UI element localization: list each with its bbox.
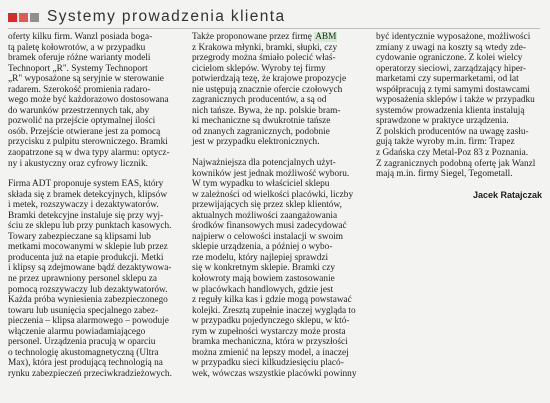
line: bramek oferuje różne warianty modeli (8, 53, 151, 64)
line: rym w zupełności wystarczy może prosta (192, 326, 346, 337)
brand-highlight: ABM (315, 32, 337, 42)
line: operatorzy sieciowi, zarządzający hiper- (376, 63, 527, 74)
line: gują także wyroby m.in. firm: Trapez (376, 137, 515, 148)
line: składa się z bramek detekcyjnych, klipsów (8, 189, 168, 200)
line: Z zagranicznych podobną ofertę jak Wanzl (376, 158, 536, 169)
line: włączenie alarmu powiadamiającego (8, 326, 146, 337)
line: środków finansowych musi zadecydować (192, 221, 347, 232)
line: Każda próba wyniesienia zabezpieczonego (8, 295, 168, 306)
line: osób. Przejście otwierane jest za pomocą (8, 126, 161, 137)
line: i klipsy są zdejmowane bądź dezaktywowa- (8, 263, 172, 274)
line: zagranicznych producentów, a są od (192, 95, 327, 106)
line: tą paletę kołowrotów, a w przypadku (8, 42, 146, 53)
line: Firma ADT proponuje system EAS, który (8, 179, 164, 190)
paragraph (192, 43, 362, 148)
line: kołowroty mają bowiem zastosowanie (192, 274, 335, 285)
paragraph (376, 127, 542, 180)
red-square-icon (8, 13, 17, 22)
line: zmiany z uwagi na koszty są wtedy zde- (376, 42, 526, 53)
line: się w konkretnym sklepie. Bramki czy (192, 263, 336, 274)
line: wyposażenia sklepów i także w przypadku (376, 95, 535, 106)
paragraph (8, 32, 182, 169)
line: współpracują z tymi samymi dostawcami (376, 84, 530, 95)
line: wek, wówczas wszystkie placówki powinny (192, 368, 357, 379)
column-2 (192, 32, 362, 380)
line: pieczenia – klipsa alarmowego – powoduje (8, 316, 169, 327)
line: marketami czy supermarketami, od lat (376, 74, 519, 85)
line: potwierdzają tezę, że krajowe propozycje (192, 74, 347, 85)
line: cicielom sklepów. Wyroby tej firmy (192, 63, 326, 74)
line: do warunków przestrzennych tak, aby (8, 105, 150, 116)
line: i metek, rozszywaczy i dezaktywatorów. (8, 200, 159, 211)
paragraph (376, 32, 542, 127)
line: personel. Urządzenia pracują w oparciu (8, 337, 156, 348)
line: Bramki detekcyjne instaluje się przy wyj- (8, 210, 164, 221)
line: przegrody można śmiało polecić właś- (192, 53, 336, 64)
line: kolejki. Zresztą zupełnie inaczej wygląda to (192, 305, 356, 316)
line: Technoport „R". Systemy Technoport (8, 63, 148, 74)
line: oferty kilku firm. Wanzl posiada boga- (8, 32, 153, 42)
line: pomocą rozszywaczy lub dezaktywatorów. (8, 284, 168, 295)
line: producenta już na etapie produkcji. Metki (8, 252, 164, 263)
line: zaopatrzone są w dwa typy alarmu: optycz- (8, 148, 170, 159)
line: radarem. Szerokość promienia radaro- (8, 84, 151, 95)
line: sprawdzone w praktyce urządzenia. (376, 116, 509, 127)
line: przewijających się przez sklep klientów, (192, 200, 342, 211)
line: kowników jest jednak możliwość wyboru. (192, 168, 350, 179)
article-title: Systemy prowadzenia klienta (47, 8, 286, 25)
author-signature: Jacek Ratajczak (472, 189, 542, 200)
column-3 (376, 32, 542, 200)
line: rze modelu, który najlepiej sprawdzi (192, 252, 329, 263)
line: systemów prowadzenia klienta instalują (376, 105, 525, 116)
line: najpierw o celowości instalacji w swoim (192, 231, 344, 242)
line: metkami mocowanymi w sklepie lub przez (8, 242, 168, 253)
line: z reguły kilka kas i gdzie mogą powstawać (192, 295, 352, 306)
line: aktualnych możliwości zaangażowania (192, 210, 338, 221)
line: sklepie urządzenia, a później o wybo- (192, 242, 333, 253)
gray-square-icon (30, 13, 39, 22)
line: w przypadku pojedynczego sklepu, w któ- (192, 316, 350, 327)
header-decoration (8, 13, 39, 22)
line: ki mechaniczne są dwukrotnie tańsze (192, 116, 331, 127)
line: „R" wyposażone są seryjnie w sterowanie (8, 74, 164, 85)
line: Towary zabezpieczane są klipsami lub (8, 231, 151, 242)
line: pozwolić na przejście optymalnej ilości (8, 116, 156, 127)
line: od znanych zagranicznych, podobnie (192, 126, 330, 137)
column-1 (8, 32, 182, 380)
line: ne przez uprawniony personel sklepu za (8, 274, 157, 285)
light-red-square-icon (19, 13, 28, 22)
line: z Gdańska czy Metal-Poz 83 z Poznania. (376, 148, 529, 159)
line: być identycznie wyposażone, możliwości (376, 32, 531, 42)
line: cydowanie ograniczone. Z kolei wielcy (376, 53, 523, 64)
line: w zależności od wielkości placówki, liczby (192, 189, 354, 200)
line: w placówkach handlowych, gdzie jest (192, 284, 334, 295)
line: ny i akustyczny oraz cyfrowy licznik. (8, 158, 148, 169)
line: bramka mechaniczna, która w przyszłości (192, 337, 348, 348)
article-header (8, 6, 286, 28)
line: Max), która jest prodującą technologią na (8, 358, 163, 369)
line: W tym wypadku to właściciel sklepu (192, 179, 330, 190)
line: Z polskich producentów na uwagę zasłu- (376, 126, 529, 137)
line: o technologię akustomagnetyczną (Ultra (8, 347, 159, 358)
line: można zmienić na lepszy model, a inaczej (192, 347, 349, 358)
line: towaru lub usunięcia specjalnego zabez- (8, 305, 159, 316)
line-text: Także proponowane przez firmę (192, 32, 312, 42)
line: jest w przypadku elektronicznych. (192, 137, 320, 148)
line: rynku zabezpieczeń przeciwkradzieżowych. (8, 368, 172, 379)
line: ściu ze sklepu lub przy punktach kasowych. (8, 221, 172, 232)
line: nich tańsze. Bywa, że np. polskie bram- (192, 105, 341, 116)
line: mają m.in. firmy Siegel, Tegometall. (376, 169, 513, 180)
line: Najważniejsza dla potencjalnych użyt- (192, 158, 336, 169)
line (192, 32, 362, 43)
line: nie ustępują znacznie ofercie czołowych (192, 84, 343, 95)
paragraph (8, 179, 182, 379)
line: wego może być każdorazowo dostosowana (8, 95, 169, 106)
line: z Krakowa młynki, bramki, słupki, czy (192, 42, 338, 53)
paragraph (192, 158, 362, 379)
header-rule (8, 28, 540, 29)
line: przycisku z pulpitu sterowniczego. Bramki (8, 137, 168, 148)
line: w przypadku sieci kilkudziesięciu placó- (192, 358, 344, 369)
